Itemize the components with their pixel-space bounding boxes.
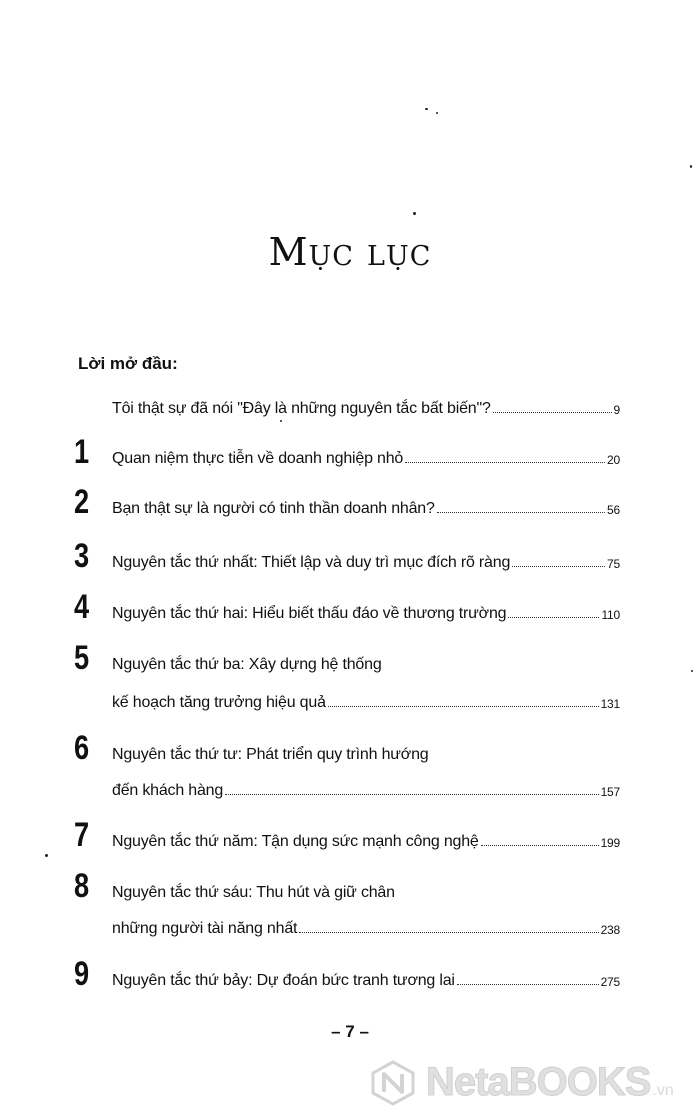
toc-entry-line-2 <box>112 688 620 712</box>
chapter-title-cont: đến khách hàng <box>112 782 224 799</box>
page-number: 131 <box>600 697 620 711</box>
chapter-title: Nguyên tắc thứ nhất: Thiết lập và duy trì mục đích rõ ràng <box>112 554 511 571</box>
toc-entry <box>112 966 620 990</box>
chapter-number: 2 <box>74 483 90 521</box>
chapter-number: 6 <box>74 729 90 767</box>
dot-leader <box>493 411 612 413</box>
preface-entry <box>112 394 620 418</box>
chapter-title: Nguyên tắc thứ bảy: Dự đoán bức tranh tương lai <box>112 972 455 989</box>
page-number: 9 <box>613 403 620 417</box>
watermark-brand: NetaBOOKS <box>426 1060 651 1104</box>
dot-leader <box>437 511 605 513</box>
toc-entry <box>112 444 620 468</box>
toc-entry-line-1 <box>112 650 620 674</box>
page-number: 238 <box>600 923 620 937</box>
chapter-title: Quan niệm thực tiễn về doanh nghiệp nhỏ <box>112 450 404 467</box>
toc-entry-line-1 <box>112 878 620 902</box>
dot-leader <box>225 793 599 795</box>
toc-entry-line-2 <box>112 914 620 938</box>
dot-leader <box>405 461 605 463</box>
chapter-number: 1 <box>74 433 90 471</box>
chapter-title-cont: những người tài năng nhất <box>112 920 298 937</box>
chapter-number: 8 <box>74 867 90 905</box>
page-title: Mục lục <box>268 230 432 274</box>
toc-entry <box>112 599 620 623</box>
preface-label: Lời mở đầu: <box>78 354 178 373</box>
chapter-title: Nguyên tắc thứ năm: Tận dụng sức mạnh công nghệ <box>112 833 479 850</box>
page-number: 20 <box>607 453 620 467</box>
toc-entry-line-1 <box>112 740 620 764</box>
toc-entry <box>112 548 620 572</box>
page-number: 157 <box>600 785 620 799</box>
page-number: 110 <box>601 608 620 622</box>
chapter-number: 3 <box>74 537 90 575</box>
dot-leader <box>481 844 599 846</box>
toc-entry <box>112 827 620 851</box>
page-number: 75 <box>607 557 620 571</box>
toc-entry <box>112 494 620 518</box>
chapter-title: Nguyên tắc thứ hai: Hiểu biết thấu đáo về thương trường <box>112 605 507 622</box>
page-number: 199 <box>600 836 620 850</box>
watermark <box>370 1046 700 1119</box>
chapter-title: Nguyên tắc thứ sáu: Thu hút và giữ chân <box>112 884 395 901</box>
toc-entry-line-2 <box>112 776 620 800</box>
page-number: 275 <box>600 975 620 989</box>
chapter-number: 9 <box>74 955 90 993</box>
dot-leader <box>457 983 599 985</box>
watermark-suffix: .vn <box>652 1081 674 1099</box>
chapter-title: Nguyên tắc thứ tư: Phát triển quy trình hướng <box>112 746 429 763</box>
chapter-number: 7 <box>74 816 90 854</box>
netabooks-logo-icon <box>370 1060 416 1106</box>
page-footer-number: – 7 – <box>331 1022 369 1041</box>
dot-leader <box>512 565 605 567</box>
chapter-title-cont: kế hoạch tăng trưởng hiệu quả <box>112 694 326 711</box>
page-number: 56 <box>607 503 620 517</box>
chapter-number: 5 <box>74 639 90 677</box>
preface-text: Tôi thật sự đã nói "Đây là những nguyên tắc bất biến"? <box>112 400 491 417</box>
chapter-title: Nguyên tắc thứ ba: Xây dựng hệ thống <box>112 656 382 673</box>
chapter-number: 4 <box>74 588 90 626</box>
dot-leader <box>508 616 599 618</box>
dot-leader <box>328 705 599 707</box>
dot-leader <box>299 931 598 933</box>
chapter-title: Bạn thật sự là người có tinh thần doanh nhân? <box>112 500 435 517</box>
